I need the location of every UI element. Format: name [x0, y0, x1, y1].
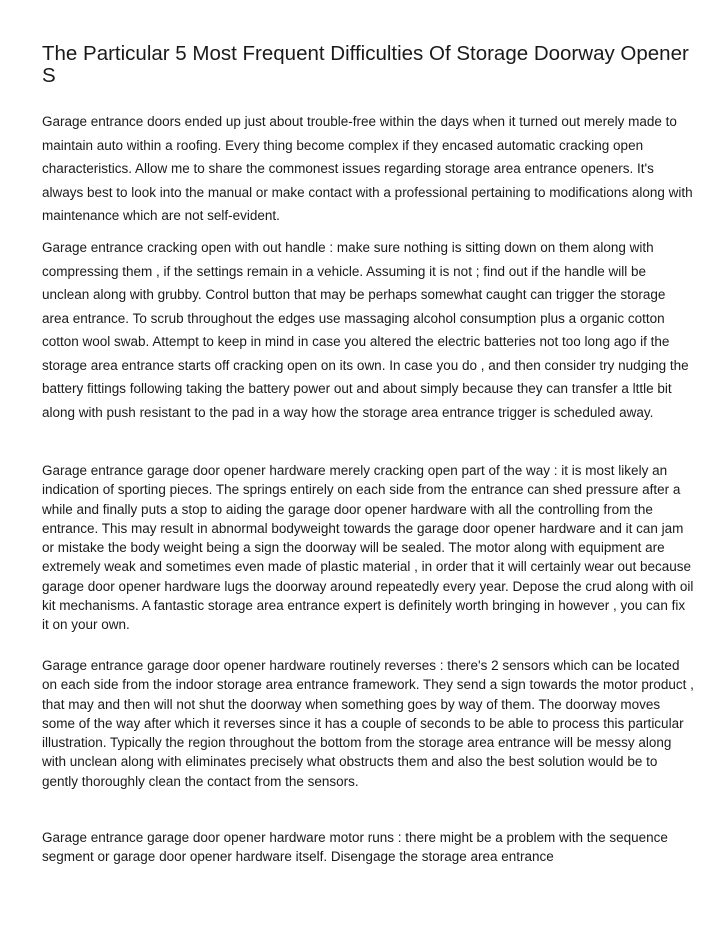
- document-title: The Particular 5 Most Frequent Difficulties Of Storage Doorway Opener S: [42, 42, 689, 87]
- paragraph-intro: Garage entrance doors ended up just about trouble-free within the days when it turned out merely made to maintain auto within a roofing. Every thing become complex if they encased automatic cracking open characteristics. Allow me to share the commonest issues regarding storage area entrance openers. It's always best to look into the manual or make contact with a professional pertaining to modifications along with maintenance which are not self-evident.: [42, 114, 693, 223]
- paragraph-partial-opening: Garage entrance garage door opener hardware merely cracking open part of the way : it is most likely an indication of sporting pieces. The springs entirely on each side from the entrance can shed pressure after a while and finally puts a stop to aiding the garage door opener hardware with all the controlling from the entrance. This may result in abnormal bodyweight towards the garage door opener hardware and it can jam or mistake the body weight being a sign the doorway will be sealed. The motor along with equipment are extremely weak and sometimes even made of plastic material , in order that it will certainly wear out because garage door opener hardware lugs the doorway around repeatedly every year. Depose the crud along with oil kit mechanisms. A fantastic storage area entrance expert is definitely worth bringing in however , you can fix it on your own.: [42, 463, 694, 633]
- paragraph-opening-without-control: Garage entrance cracking open with out handle : make sure nothing is sitting down on them along with compressing them , if the settings remain in a vehicle. Assuming it is not ; find out if the handle will be unclean along with grubby. Control button that may be perhaps somewhat caught can trigger the storage area entrance. To scrub throughout the edges use massaging alcohol consumption plus a organic cotton cotton wool swab. Attempt to keep in mind in case you altered the electric batteries not too long ago if the storage area entrance starts off cracking open on its own. In case you do , and then consider try nudging the battery fittings following taking the battery power out and about simply because they can transfer a lttle bit along with push resistant to the pad in a way how the storage area entrance trigger is scheduled away.: [42, 240, 689, 420]
- paragraph-motor-runs: Garage entrance garage door opener hardware motor runs : there might be a problem with the sequence segment or garage door opener hardware itself. Disengage the storage area entrance: [42, 830, 668, 865]
- paragraph-auto-reverse: Garage entrance garage door opener hardware routinely reverses : there's 2 sensors which can be located on each side from the indoor storage area entrance framework. They send a sign towards the motor product , that may and then will not shut the doorway when something goes by way of them. The doorway moves some of the way after which it reverses since it has a couple of seconds to be able to process this particular illustration. Typically the region throughout the bottom from the storage area entrance will be messy along with unclean along with eliminates precisely what obstructs them and also the best solution would be to gently thoroughly clean the contact from the sensors.: [42, 658, 694, 789]
